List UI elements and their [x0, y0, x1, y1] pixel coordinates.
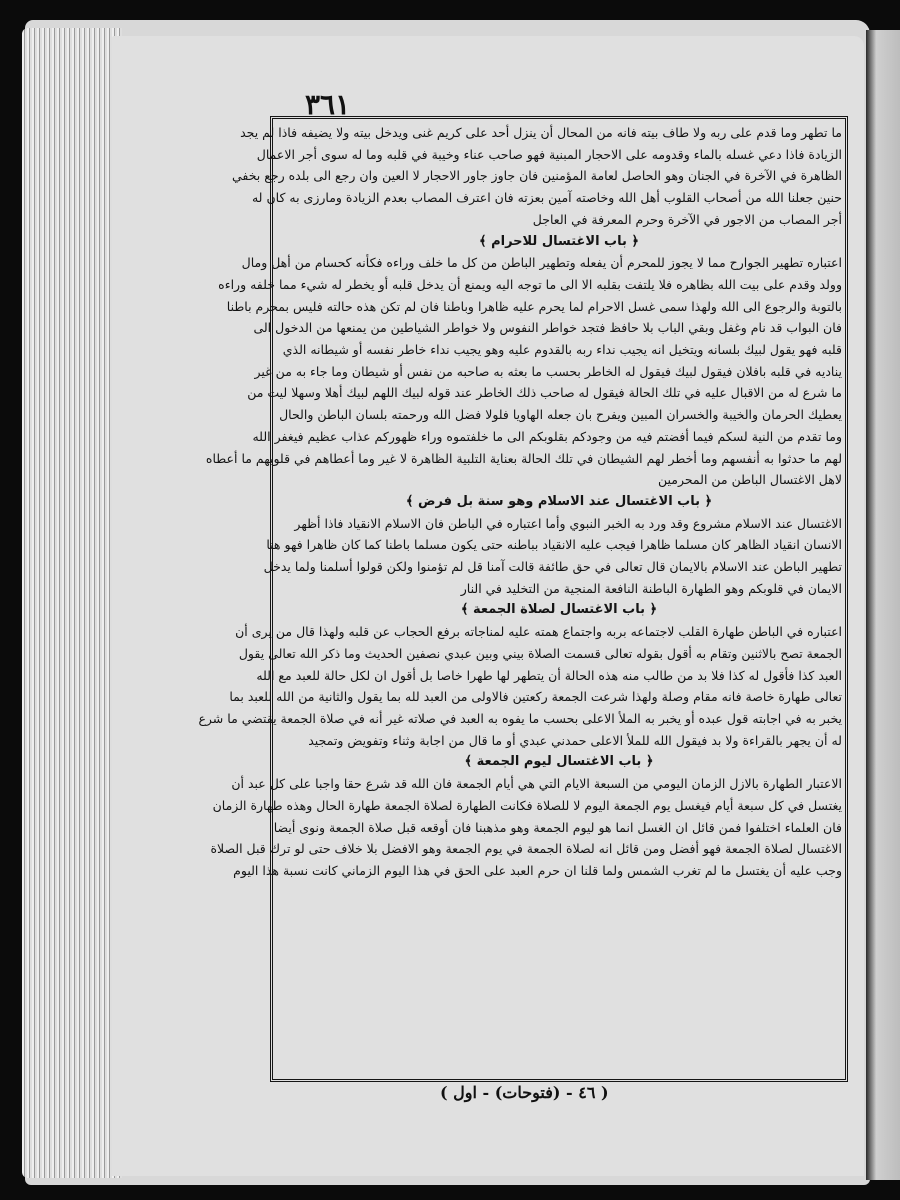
text-line: بالتوبة والرجوع الى الله ولهذا سمى غسل الاحرام لما يحرم عليه ظاهرا وباطنا فان لم تكن هذه حالته فليس بمحرم باطنا	[226, 298, 842, 314]
page-number: ٣٦١	[305, 88, 351, 121]
text-line: تعالى طهارة خاصة فانه مقام وصلة ولهذا شرعت الجمعة ركعتين فالاولى من العبد لله بما يقول والثانية من الله للعبد بما	[229, 689, 842, 705]
text-line: الاعتبار الطهارة بالازل الزمان اليومي من السبعة الايام التي هي أيام الجمعة فان الله قد شرع حقا واجبا على كل عبد أن	[231, 776, 842, 792]
text-line: حنين جعلنا الله من أصحاب القلوب أهل الله وخاصته آمين بعزته فان اعترف المصاب بعدم الزيادة ومارزى به كان له	[251, 190, 842, 206]
paragraph-friday-day	[210, 773, 842, 882]
text-line: يعطيك الحرمان والخيبة والخسران المبين ويفرح بان جعله الهاويا فلولا فضل الله ورحمته بلسان الباطن والحال	[279, 407, 842, 423]
paragraph-friday-prayer	[198, 621, 842, 751]
text-line: الاغتسال عند الاسلام مشروع وقد ورد به الخبر النبوي وأما اعتباره في الباطن فان الاسلام الانقياد فاذا أظهر	[294, 515, 842, 531]
text-line: قلبه فهو يقول لبيك بلسانه ويتخيل انه يجيب نداء ربه بالقدوم عليه وهو يجيب نداء خاطر نفسه أو شيطانه الذي	[282, 342, 842, 358]
text-line: يخبر به في اجابته قول عبده أو يخبر به الملأ الاعلى بحسب ما يفوه به العبد في صلاته غير أنه في صلاة الجمعة يقتضي ما شرع	[198, 710, 842, 726]
text-line: الاغتسال لصلاة الجمعة فهو أفضل ومن قائل انه لصلاة الجمعة في يوم الجمعة وهو الافضل بلا خلاف حتى لو ترك قبل الصلاة	[210, 841, 842, 857]
paragraph-ihram	[205, 252, 842, 491]
text-line: الجمعة تصح بالاثنين وتقام به أقول بقوله تعالى قسمت الصلاة بيني وبين عبدي نصفين الحديث وما ذكر الله تعالى يقول	[238, 645, 842, 661]
text-line: وما تقدم من النية لسكم فيما أفضتم فيه من وجودكم بقلوبكم الى ما خلفتموه وراء ظهوركم عذاب عظيم فيغفر الله	[252, 428, 842, 444]
text-line: فان البواب قد نام وغفل وبقي الباب بلا حافظ فتجد خواطر النفوس ولا خواطر الشياطين من يمنعها من الدخول الى	[253, 320, 842, 336]
text-line: يناديه في قلبه بافلان فيقول لبيك فيقول له الخاطر بحسب ما بعثه به صاحبه من نفس أو شيطان وما جاء به من غير	[254, 363, 842, 379]
text-line: أجر المصاب من الاجور في الآخرة وحرم المعرفة في العاجل	[532, 211, 842, 227]
page-footer-signature: ( ٤٦ - (فتوحات) - اول )	[440, 1083, 609, 1102]
text-line: العبد كذا فأقول له كذا فلا بد من طالب منه هذه الحالة أن يتطهر لها طهرا خاصا بل أقول ان لكل حالة للعبد مع الله	[256, 667, 842, 683]
text-line: وولد وقدم على بيت الله بظاهره فلا يلتفت بقلبه الا الى ما توجه اليه ويمنع أن يدخل قلبه أو يخطر له شيء مما خلفه وراءه	[218, 276, 842, 292]
page-edges-stack	[22, 28, 122, 1178]
section-heading-islam: ﴿ باب الاغتسال عند الاسلام وهو سنة بل فرض ﴾	[405, 493, 713, 509]
text-line: اعتباره تطهير الجوارح مما لا يجوز للمحرم أن يفعله وتطهير الباطن من كل ما خلف وراءه فكأنه كحسام من أهل ومال	[241, 255, 842, 271]
text-line: الايمان في قلوبكم وهو الطهارة الباطنة النافعة المنجية من التخليد في النار	[460, 580, 842, 596]
page-text	[198, 122, 842, 1076]
text-line: الزيادة فاذا دعي غسله بالماء وقدومه على الاحجار المبنية فهو صاحب عناء وخيبة في قلبه وما له سوى أجر الاعمال	[256, 146, 842, 162]
text-line: اعتباره في الباطن طهارة القلب لاجتماعه بربه واجتماع همته عليه لمناجاته برفع الحجاب عن قلبه ولهذا قال من يرى أن	[235, 624, 842, 640]
text-line: الظاهرة في الآخرة في الجنان وهو الحاصل لعامة المؤمنين فان جاوز جاور الاحجار لا العين وان رجع الى بلده رجع بخفي	[231, 168, 842, 184]
paragraph-intro	[231, 122, 842, 231]
text-line: تطهير الباطن عند الاسلام بالايمان قال تعالى في حق طائفة قالت آمنا قل لم تؤمنوا ولكن قولوا أسلمنا ولما يدخل	[263, 559, 842, 575]
section-heading-friday-day: ﴿ باب الاغتسال ليوم الجمعة ﴾	[464, 754, 654, 770]
text-line: فان العلماء اختلفوا فمن قائل ان الغسل انما هو ليوم الجمعة وهو مذهبنا فان أوقعه قبل صلاة الجمعة ونوى أيضا	[273, 819, 842, 835]
text-line: ما شرع له من الاقبال عليه في تلك الحالة فيقول له صاحب ذلك الخاطر عند قوله لبيك اللهم لبيك أهلا وسهلا ليت من	[247, 385, 842, 401]
section-heading-ihram: ﴿ باب الاغتسال للاحرام ﴾	[478, 233, 640, 249]
text-line: لهم ما حدثوا به أنفسهم وما أخطر لهم الشيطان في تلك الحالة بعناية التلبية الظاهرة لا غير وما أعطاهم في قلوبهم ما أعطاه	[205, 450, 842, 466]
text-line: يغتسل في كل سبعة أيام فيغسل يوم الجمعة اليوم لا للصلاة فكانت الطهارة لصلاة الجمعة طهارة الحال وهذه طهارة الزمان	[212, 797, 842, 813]
section-heading-friday-prayer: ﴿ باب الاغتسال لصلاة الجمعة ﴾	[460, 602, 658, 618]
text-line: لاهل الاغتسال الباطن من المحرمين	[657, 472, 842, 488]
text-line: له أن يجهر بالقراءة ولا بد فيقول الله للملأ الاعلى حمدني عبدي أو ما قال من اجابة وثناء وتفويض وتمجيد	[308, 732, 842, 748]
text-line: ما تطهر وما قدم على ربه ولا طاف بيته فانه من المحال أن ينزل أحد على كريم غنى ويدخل بيته ولا يضيفه فاذا لم يجد	[240, 125, 842, 140]
text-line: وجب عليه أن يغتسل ما لم تغرب الشمس ولما قلنا ان حرم العبد على الحق في هذا اليوم الزماني كانت نسبة هذا اليوم	[233, 862, 842, 878]
paragraph-islam	[263, 513, 842, 600]
text-line: الانسان انقياد الظاهر كان مسلما ظاهرا فيجب عليه الانقياد بباطنه حتى يكون مسلما باطنا كما كان ظاهرا فهو هنا	[266, 537, 842, 553]
facing-page-edge	[866, 30, 900, 1180]
